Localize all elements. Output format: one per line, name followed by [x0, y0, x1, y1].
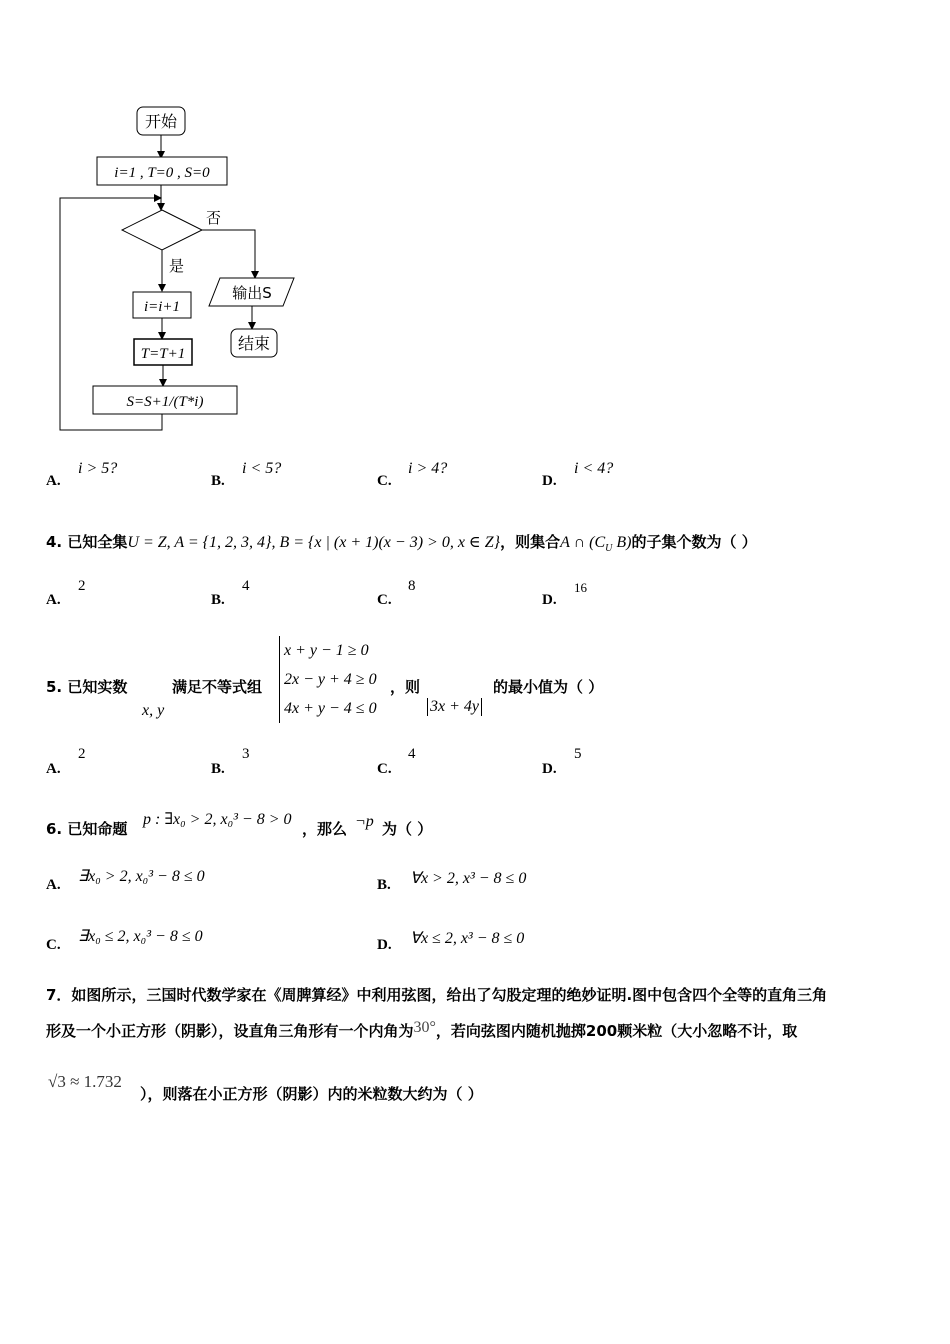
flow-end-text: 结束: [237, 334, 271, 353]
q5-tail: 的最小值为（ ）: [493, 678, 604, 696]
q3-option-c-label: C.: [377, 473, 392, 489]
q5-option-a-text: 2: [78, 746, 86, 762]
q5-option-b-label: B.: [211, 761, 225, 777]
q4-option-d-text: 16: [574, 580, 587, 595]
q6-prop: p : ∃x₀ > 2, x₀³ − 8 > 0: [143, 811, 292, 828]
q5-sys2: 2x − y + 4 ≥ 0: [284, 671, 377, 688]
q5-option-c-text: 4: [408, 746, 416, 762]
q3-option-d-label: D.: [542, 473, 557, 489]
q4-lead: 已知全集: [67, 533, 128, 551]
flow-condition-diamond: [122, 210, 202, 250]
q5-system: [279, 636, 394, 723]
q4-option-c-text: 8: [408, 578, 416, 594]
q5-vars: x, y: [142, 702, 165, 719]
q6-option-a-text: ∃x₀ > 2, x₀³ − 8 ≤ 0: [78, 868, 205, 885]
q4-option-a-text: 2: [78, 578, 86, 594]
q7-line2b: ，若向弦图内随机抛掷200颗米粒（大小忽略不计，取: [435, 1022, 798, 1040]
q6-option-b-text: ∀x > 2, x³ − 8 ≤ 0: [410, 870, 527, 887]
q4-sub: U: [605, 543, 613, 554]
q3-option-a-text: i > 5?: [78, 460, 118, 477]
q3-option-d-text: i < 4?: [574, 460, 614, 477]
q6-option-b-label: B.: [377, 877, 391, 893]
q5-option-c-label: C.: [377, 761, 392, 777]
flow-step1-text: i=i+1: [143, 299, 181, 315]
flow-init-text: i=1 , T=0 , S=0: [114, 165, 210, 181]
q3-option-b-text: i < 5?: [242, 460, 282, 477]
q6-stem: [46, 818, 127, 839]
q4-expr: A ∩ (C: [560, 534, 606, 551]
q6-option-a-label: A.: [46, 877, 61, 893]
q5-option-d-label: D.: [542, 761, 557, 777]
q4-stem: [46, 531, 757, 554]
q5-number-lead: [46, 676, 127, 697]
q5-option-a-label: A.: [46, 761, 61, 777]
flow-output-text: 输出S: [232, 284, 272, 302]
q6-tail: 为（ ）: [382, 820, 433, 838]
q7-line3: ），则落在小正方形（阴影）内的米粒数大约为（ ）: [140, 1085, 483, 1103]
q5-lead: 已知实数: [67, 678, 128, 696]
flow-step2-text: T=T+1: [140, 346, 186, 362]
q5-then: ，则: [390, 678, 421, 696]
q6-then: ，那么: [302, 820, 348, 838]
q7-line1: 7．如图所示，三国时代数学家在《周脾算经》中利用弦图，给出了勾股定理的绝妙证明.图中包含四个全等的直角三角: [46, 986, 828, 1004]
q4-set-b: , B = {x | (x + 1)(x − 3) > 0, x ∈ Z}: [271, 534, 501, 551]
q5-sys3: 4x + y − 4 ≤ 0: [284, 700, 377, 717]
q3-option-a-label: A.: [46, 473, 61, 489]
q6-option-c-label: C.: [46, 937, 61, 953]
q6-option-d-label: D.: [377, 937, 392, 953]
flow-yes-label: 是: [169, 257, 185, 275]
q4-option-b-label: B.: [211, 592, 225, 608]
q4-option-a-label: A.: [46, 592, 61, 608]
q6-option-c-text: ∃x₀ ≤ 2, x₀³ − 8 ≤ 0: [78, 928, 203, 945]
q5-option-d-text: 5: [574, 746, 582, 762]
q4-expr2: B): [612, 534, 632, 551]
q4-tail1: ，则集合: [500, 533, 561, 551]
q6-number: 6.: [46, 820, 63, 838]
q4-option-b-text: 4: [242, 578, 250, 594]
flow-start-text: 开始: [144, 112, 178, 131]
q7-angle: 30°: [413, 1019, 436, 1036]
q4-tail2: 的子集个数为（ ）: [631, 533, 757, 551]
q3-option-b-label: B.: [211, 473, 225, 489]
q4-option-c-label: C.: [377, 592, 392, 608]
q3-option-c-text: i > 4?: [408, 460, 448, 477]
q5-number: 5.: [46, 678, 63, 696]
flowchart: [50, 100, 320, 440]
q6-option-d-text: ∀x ≤ 2, x³ − 8 ≤ 0: [410, 930, 525, 947]
q7-approx: √3 ≈ 1.732: [48, 1072, 122, 1091]
q5-sys1: x + y − 1 ≥ 0: [284, 642, 369, 659]
q4-option-d-label: D.: [542, 592, 557, 608]
q4-number: 4.: [46, 533, 63, 551]
q6-neg: ¬p: [355, 813, 374, 830]
q7-line2: [46, 1020, 797, 1041]
q5-target: 3x + 4y: [427, 698, 482, 716]
flow-no-label: 否: [206, 209, 222, 227]
q5-option-b-text: 3: [242, 746, 250, 762]
q7-line2a: 形及一个小正方形（阴影），设直角三角形有一个内角为: [46, 1022, 414, 1040]
flow-step3-text: S=S+1/(T*i): [126, 394, 204, 410]
q4-set-u: U = Z, A = {1, 2, 3, 4}: [127, 534, 272, 551]
q6-lead: 已知命题: [67, 820, 128, 838]
q5-mid: 满足不等式组: [172, 678, 263, 696]
